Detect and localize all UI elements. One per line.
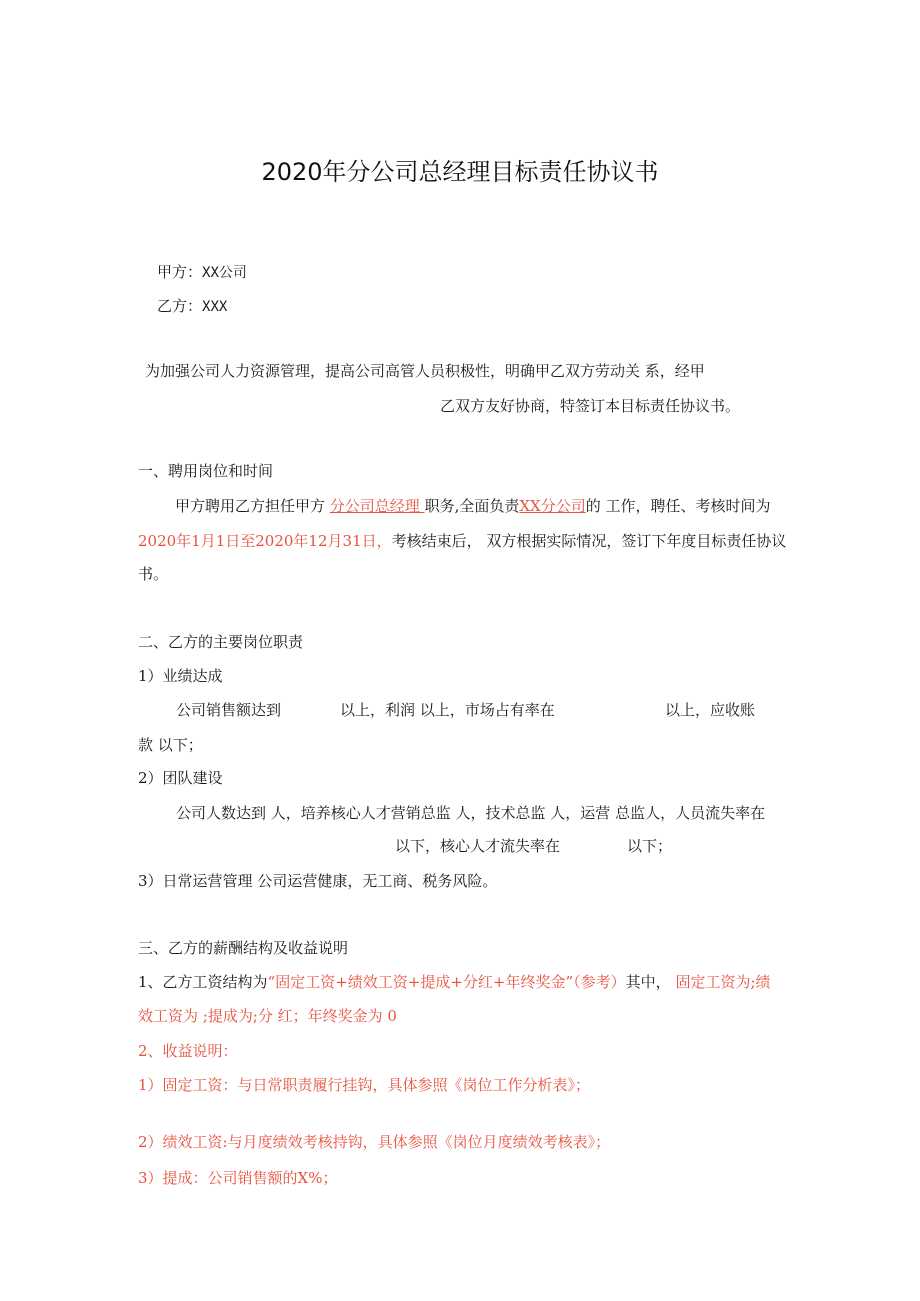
duty-2-text-a: 公司人数达到 人，培养核心人才营销总监 人，技术总监 人，运营 总监人，人员流失率在 — [176, 804, 766, 822]
income-commission: 3）提成：公司销售额的X%； — [138, 1169, 338, 1187]
section1-heading: 一、聘用岗位和时间 — [138, 462, 274, 480]
duty-2-text-b: 以下，核心人才流失率在 — [395, 837, 561, 855]
party-a-label: 甲方： — [157, 263, 203, 281]
duty-2-text-c: 以下； — [627, 837, 673, 855]
position-name: 分公司总经理 — [329, 497, 425, 515]
section1-text-d: 考核结束后， 双方根据实际情况，签订下年度目标责任协议 — [391, 532, 787, 550]
duty-1-text-b: 以上，利润 以上，市场占有率在 — [340, 701, 555, 719]
section1-paragraph-line-1 — [175, 496, 770, 516]
party-a — [157, 262, 247, 283]
section1-text-b: 职务,全面负责 — [424, 497, 520, 515]
income-fixed-salary: 1）固定工资：与日常职责履行挂钩，具体参照《岗位工作分析表》； — [138, 1076, 591, 1094]
party-b-value: XXX — [202, 299, 228, 315]
salary-text-a: 1、乙方工资结构为 — [138, 973, 268, 991]
duty-1-title: 1）业绩达成 — [138, 667, 223, 685]
section2-heading: 二、乙方的主要岗位职责 — [138, 633, 304, 651]
duty-2-title: 2）团队建设 — [138, 769, 223, 787]
party-a-value: XX公司 — [202, 265, 247, 281]
assessment-period: 2020年1月1日至2020年12月31日， — [138, 532, 392, 550]
party-b — [157, 296, 227, 317]
salary-text-d: 固定工资为;绩 — [675, 973, 771, 991]
section1-text-a: 甲方聘用乙方担任甲方 — [175, 497, 330, 515]
duty-1-text-d: 款 以下； — [138, 736, 203, 754]
salary-text-c: 其中， — [625, 973, 671, 991]
income-description-heading: 2、收益说明： — [138, 1042, 238, 1060]
salary-structure-line-2: 效工资为 ;提成为;分 红；年终奖金为 0 — [138, 1007, 397, 1025]
section1-paragraph-line-3: 书。 — [138, 565, 169, 583]
party-b-label: 乙方： — [157, 297, 203, 315]
intro-line-1: 为加强公司人力资源管理，提高公司高管人员积极性，明确甲乙双方劳动关 系，经甲 — [145, 362, 705, 380]
section1-paragraph-line-2 — [138, 531, 786, 551]
branch-name: XX分公司 — [519, 497, 586, 515]
intro-line-2: 乙双方友好协商，特签订本目标责任协议书。 — [440, 397, 741, 415]
duty-1-text-a: 公司销售额达到 — [176, 701, 282, 719]
income-performance-salary: 2）绩效工资:与月度绩效考核持钩，具体参照《岗位月度绩效考核表》； — [138, 1133, 611, 1151]
salary-components: “固定工资+绩效工资+提成+分红+年终奖金”（参考） — [267, 973, 626, 991]
duty-3: 3）日常运营管理 公司运营健康，无工商、税务风险。 — [138, 872, 498, 890]
duty-1-text-c: 以上，应收账 — [665, 701, 756, 719]
section3-heading: 三、乙方的薪酬结构及收益说明 — [138, 939, 349, 957]
section1-text-c: 的 工作，聘任、考核时间为 — [585, 497, 771, 515]
salary-structure-line-1 — [138, 972, 771, 992]
document-title: 2020年分公司总经理目标责任协议书 — [261, 158, 659, 186]
